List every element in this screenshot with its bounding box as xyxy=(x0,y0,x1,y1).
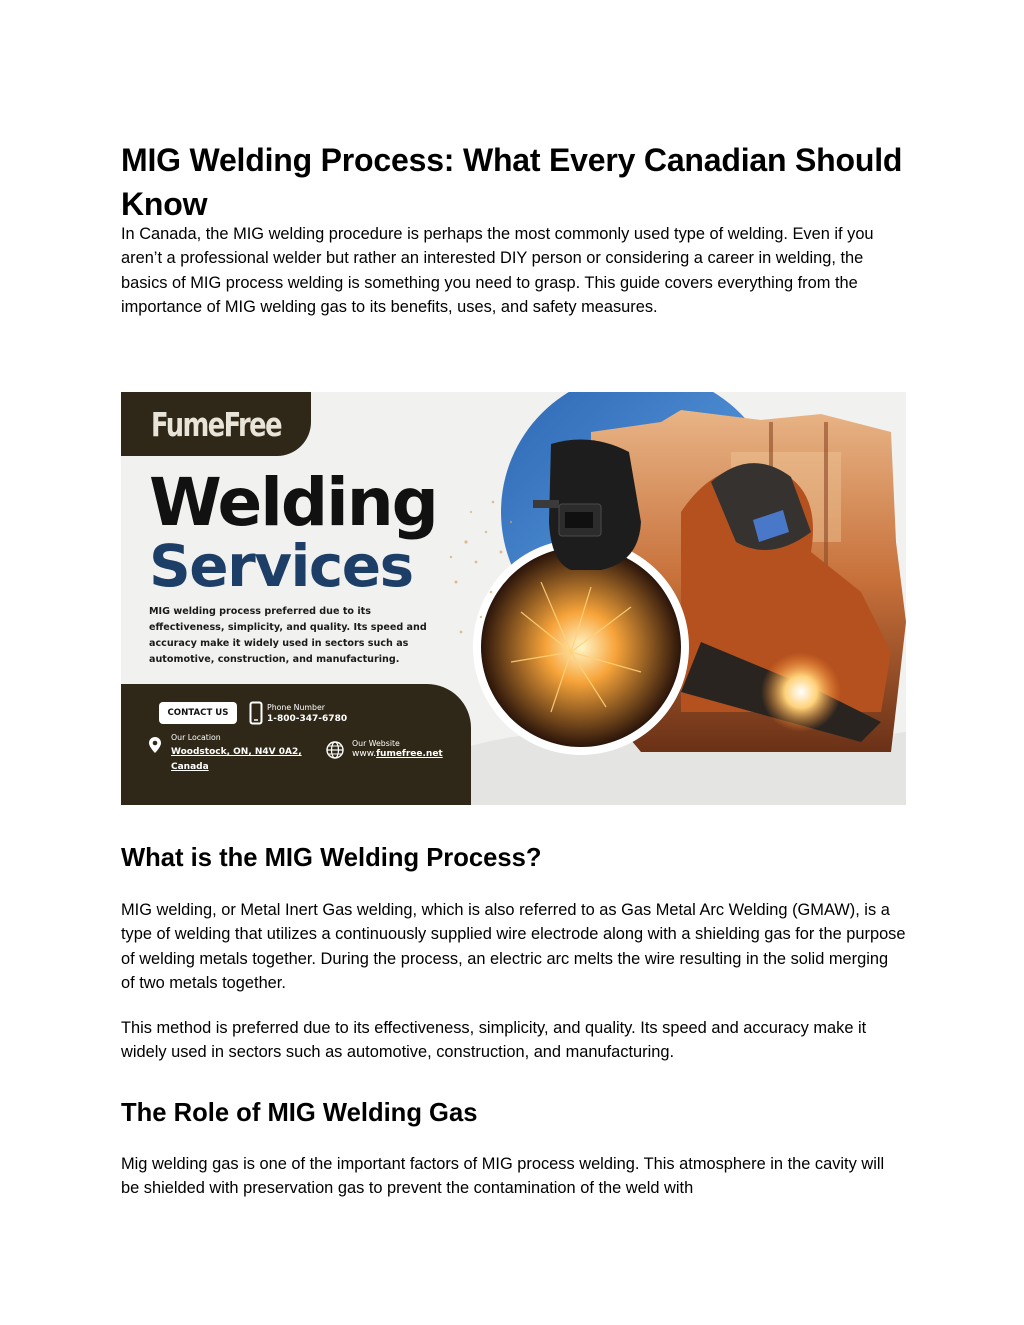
section-heading-what-is-mig: What is the MIG Welding Process? xyxy=(121,844,542,872)
phone-label: Phone Number xyxy=(267,703,325,712)
globe-icon xyxy=(326,741,344,759)
banner-headline-services: Services xyxy=(149,532,413,600)
page-title: MIG Welding Process: What Every Canadian Should Know xyxy=(121,142,903,222)
brand-logo-badge xyxy=(121,392,311,456)
sparks-photo xyxy=(481,547,681,747)
website-url[interactable] xyxy=(352,747,443,762)
contact-us-button[interactable]: CONTACT US xyxy=(159,702,237,724)
website-label: Our Website xyxy=(352,739,400,748)
phone-icon xyxy=(249,701,263,725)
section1-paragraph-1: MIG welding, or Metal Inert Gas welding, which is also referred to as Gas Metal Arc Welding (GMAW), is a type of welding that utilizes a continuously supplied wire electrode along with a shielding gas for the purpose of welding metals together. During the process, an electric arc melts the wire resulting in the solid merging of two metals together. xyxy=(121,901,906,992)
banner-headline-welding: Welding xyxy=(149,464,437,541)
brand-logo: FumeFree xyxy=(151,404,281,444)
welding-services-banner xyxy=(121,392,906,805)
section1-paragraph-2: This method is preferred due to its effectiveness, simplicity, and quality. Its speed and accuracy make it widely used in sectors such as automotive, construction, and manufacturing. xyxy=(121,1019,867,1062)
location-line-2: Canada xyxy=(171,762,209,772)
location-pin-icon xyxy=(149,737,161,753)
website-domain: fumefree.net xyxy=(376,749,443,759)
location-label: Our Location xyxy=(171,733,221,742)
section-heading-role-of-gas: The Role of MIG Welding Gas xyxy=(121,1099,478,1127)
weld-arc-glow xyxy=(761,652,841,732)
location-line-1: Woodstock, ON, N4V 0A2, xyxy=(171,747,302,757)
website-prefix: www. xyxy=(352,749,377,759)
phone-number: 1-800-347-6780 xyxy=(267,714,348,724)
banner-description: MIG welding process preferred due to its effectiveness, simplicity, and quality. Its speed and accuracy make it widely used in sectors such as automotive, construction, and manufacturing. xyxy=(149,606,427,665)
section2-paragraph-1: Mig welding gas is one of the important factors of MIG process welding. This atmosphere in the cavity will be shielded with preservation gas to prevent the contamination of the weld with xyxy=(121,1155,885,1198)
intro-paragraph: In Canada, the MIG welding procedure is perhaps the most commonly used type of welding. Even if you aren’t a professional welder but rather an interested DIY person or considering a career in welding, the basics of MIG process welding is something you need to grasp. This guide covers everything from the importance of MIG welding gas to its benefits, uses, and safety measures. xyxy=(121,225,874,316)
